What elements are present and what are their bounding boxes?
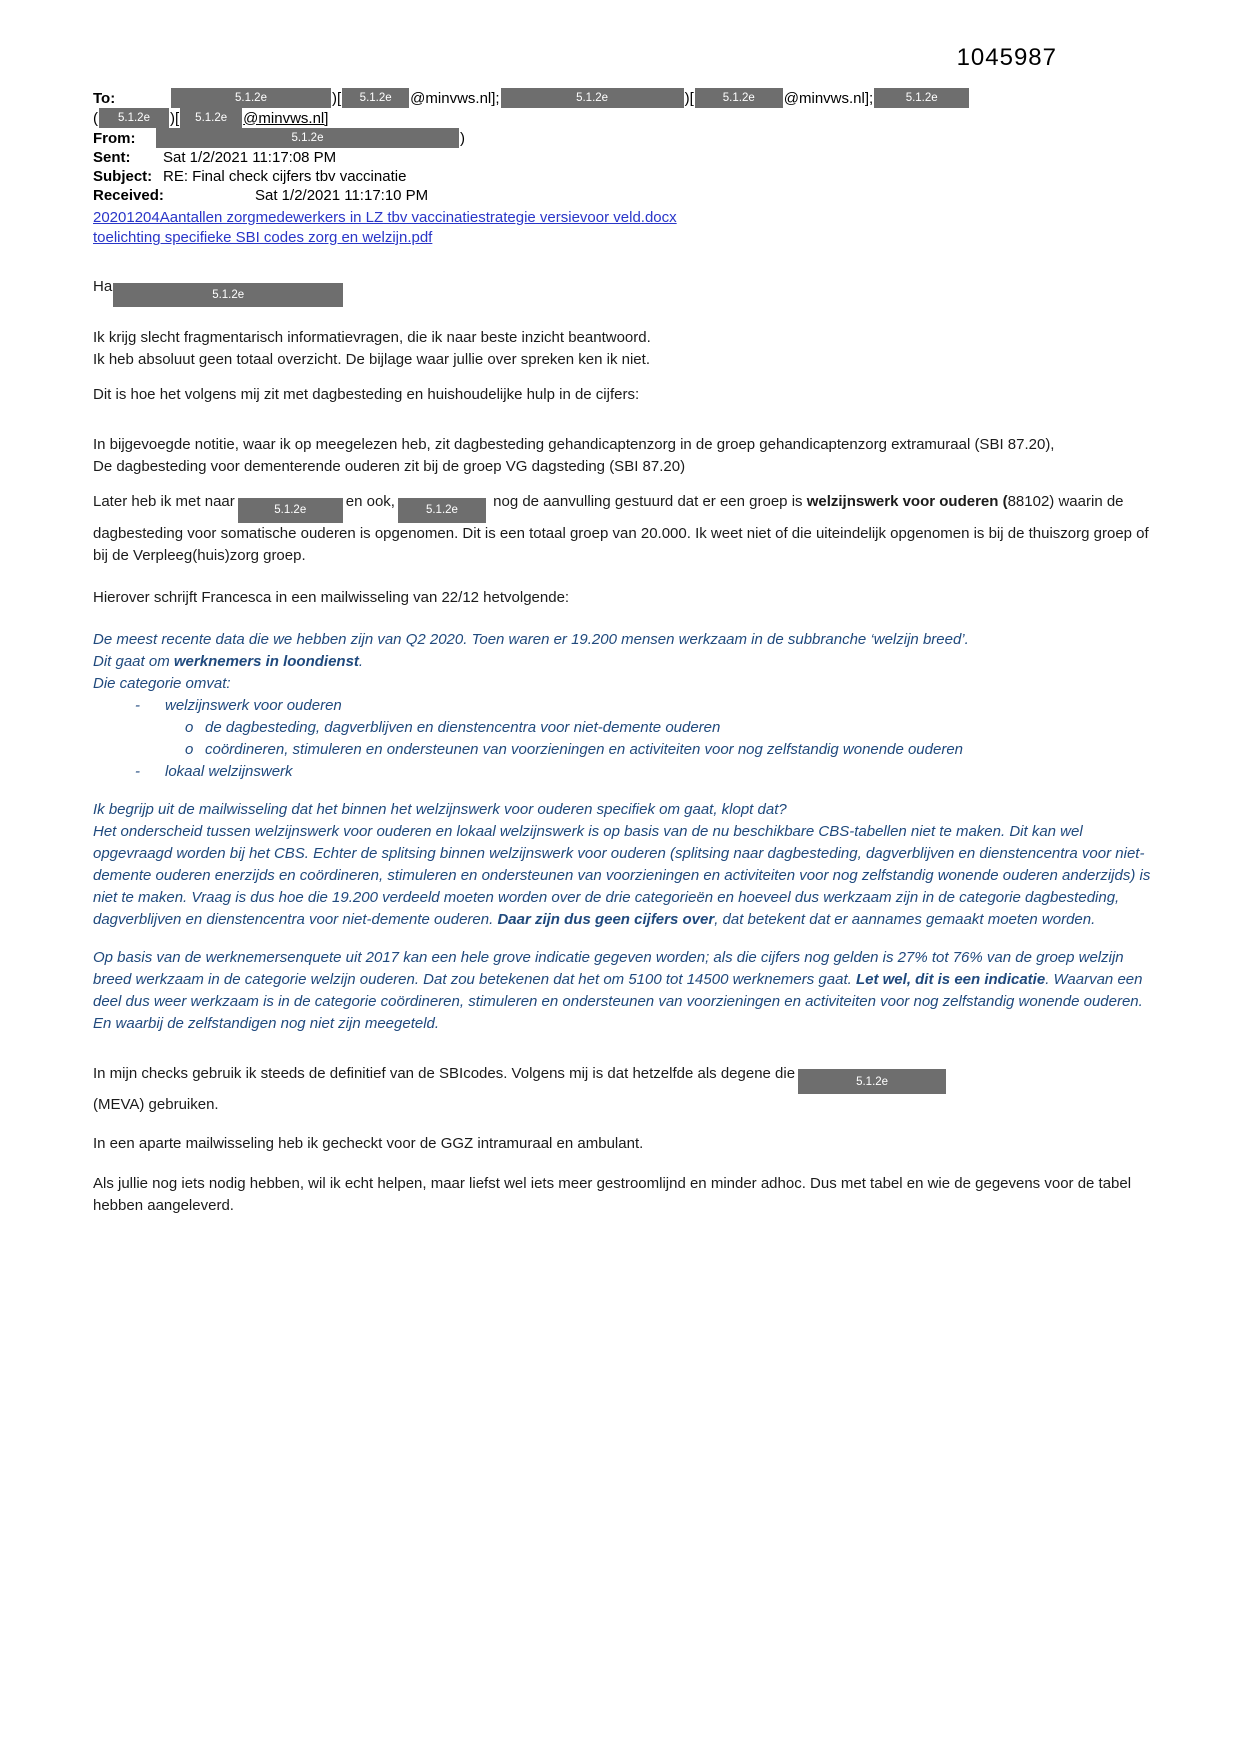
quote-text: welzijnswerk voor ouderen: [165, 696, 342, 714]
body-text: en ook,: [345, 493, 395, 510]
body-line: Ik krijg slecht fragmentarisch informatievragen, die ik naar beste inzicht beantwoord.: [93, 329, 651, 346]
redaction-box: 5.1.2e: [798, 1069, 946, 1094]
subject-label: Subject:: [93, 168, 153, 185]
quote-text-bold: Let wel, dit is een indicatie: [855, 970, 1046, 988]
received-label: Received:: [93, 187, 164, 204]
paragraph-francesca: Hierover schrijft Francesca in een mailwisseling van 22/12 hetvolgende:: [93, 588, 570, 606]
quote-text: Het onderscheid tussen welzijnswerk voor ouderen en lokaal welzijnswerk is op basis van de nu beschikbare CBS-tabellen niet te maken. Dit kan wel opgevraagd worden bij het CBS. Echter de splitsing binnen welzijnswerk voor ouderen (splitsing naar dagbesteding, dagverblijven en dienstencentra voor niet-demente ouderen enerzijds en coördineren, stimuleren en ondersteunen van voorzieningen en activiteiten voor nog zelfstandig wonende ouderen anderzijds) is niet te maken. Vraag is dus hoe die 19.200 verdeeld moeten worden over de drie categorieën en hoeveel dus werkzaam zijn in de categorie dagbesteding, dagverblijven en dienstencentra voor niet-demente ouderen.: [93, 822, 1151, 928]
header-row-to: [93, 88, 1155, 108]
redaction-box: 5.1.2e: [156, 128, 459, 148]
paren-close: ): [460, 129, 465, 147]
redaction-box: 5.1.2e: [171, 88, 331, 108]
paragraph-sbicodes: [93, 1063, 1155, 1117]
header-row-sent: [93, 148, 1155, 167]
quote-text: coördineren, stimuleren en ondersteunen van voorzieningen en activiteiten voor nog zelfstandig wonende ouderen: [205, 740, 964, 758]
attachment-link-pdf[interactable]: toelichting specifieke SBI codes zorg en welzijn.pdf: [93, 229, 433, 246]
redaction-box: 5.1.2e: [398, 498, 486, 523]
body-text: 88102) waarin de dagbesteding voor somatische ouderen is opgenomen. Dit is een totaal groep van 20.000. Ik weet niet of die uiteindelijk opgenomen is bij de thuiszorg groep of bij de Verpleeg(huis)zorg groep.: [93, 493, 1149, 564]
dash-bullet: -: [135, 696, 140, 714]
body-line: Ik heb absoluut geen totaal overzicht. De bijlage waar jullie over spreken ken ik niet.: [93, 351, 650, 368]
body-text: Later heb ik met naar: [93, 493, 235, 510]
circle-bullet: o: [185, 740, 194, 758]
greeting-text: Ha: [93, 278, 113, 295]
quote-text: Op basis van de werknemersenquete uit 2017 kan een hele grove indicatie gegeven worden; als die cijfers nog gelden is 27% tot 76% van de groep welzijn breed werkzaam in de categorie welzijn ouderen. Dat zou betekenen dat het om 5100 tot 14500 werknemers gaat.: [93, 948, 1124, 988]
email-domain: @minvws.nl];: [783, 89, 874, 107]
quote-paragraph: [93, 821, 1155, 931]
body-line: De dagbesteding voor dementerende ouderen zit bij de groep VG dagsteding (SBI 87.20): [93, 458, 686, 475]
email-body: [93, 276, 1155, 1217]
quote-block-2: [93, 799, 1155, 931]
email-header: [93, 88, 1155, 248]
redaction-box: 5.1.2e: [342, 88, 409, 108]
quote-text: de dagbesteding, dagverblijven en dienstencentra voor niet-demente ouderen: [205, 718, 721, 736]
header-separator: )[: [332, 89, 342, 107]
quote-text: , dat betekent dat er aannames gemaakt moeten worden.: [714, 910, 1096, 928]
quote-line: Die categorie omvat:: [93, 674, 231, 692]
email-content: [93, 88, 1155, 1217]
header-separator: )[: [684, 89, 694, 107]
redaction-box: 5.1.2e: [99, 108, 169, 128]
quote-line: [93, 651, 1155, 673]
from-label: From:: [93, 129, 136, 147]
quote-text-bold: werknemers in loondienst: [173, 652, 359, 670]
redaction-box: 5.1.2e: [501, 88, 684, 108]
redaction-box: 5.1.2e: [113, 283, 343, 307]
quote-text: lokaal welzijnswerk: [165, 762, 293, 780]
body-text: (MEVA) gebruiken.: [93, 1096, 219, 1113]
body-text: nog de aanvulling gestuurd dat er een groep is: [488, 493, 807, 510]
attachment-list: [93, 208, 1155, 248]
redaction-box: 5.1.2e: [238, 498, 343, 523]
received-value: Sat 1/2/2021 11:17:10 PM: [255, 187, 429, 204]
subject-value: RE: Final check cijfers tbv vaccinatie: [163, 168, 407, 185]
quote-line: De meest recente data die we hebben zijn van Q2 2020. Toen waren er 19.200 mensen werkzaam in de subbranche ‘welzijn breed’.: [93, 630, 969, 648]
header-row-received: [93, 186, 1155, 205]
redaction-box: 5.1.2e: [180, 108, 242, 128]
paragraph-slot: Als jullie nog iets nodig hebben, wil ik echt helpen, maar liefst wel iets meer gestroomlijnd en minder adhoc. Dus met tabel en wie de gegevens voor de tabel hebben aangeleverd.: [93, 1175, 1132, 1214]
quote-text: . Waarvan een deel dus weer werkzaam is in de categorie coördineren, stimuleren en ondersteunen van voorzieningen en activiteiten voor nog zelfstandig wonende ouderen. En waarbij de zelfstandigen nog niet zijn meegeteld.: [93, 970, 1143, 1032]
header-row-to-continued: [93, 108, 1155, 128]
sent-label: Sent:: [93, 149, 131, 166]
circle-bullet: o: [185, 718, 194, 736]
dash-bullet: -: [135, 762, 140, 780]
greeting-line: [93, 276, 1155, 307]
quote-list-item: [93, 761, 1155, 783]
redaction-box: 5.1.2e: [874, 88, 969, 108]
paragraph-intro: [93, 327, 1155, 371]
paragraph-aanvulling: [93, 491, 1155, 567]
quote-text: Dit gaat om: [93, 652, 174, 670]
to-label: To:: [93, 89, 116, 107]
email-domain: @minvws.nl]: [243, 109, 329, 127]
quote-block-1: [93, 629, 1155, 783]
paren-open: (: [93, 109, 98, 127]
header-row-subject: [93, 167, 1155, 186]
quote-text-bold: Daar zijn dus geen cijfers over: [497, 910, 715, 928]
sent-value: Sat 1/2/2021 11:17:08 PM: [163, 149, 337, 166]
document-number: 1045987: [956, 44, 1057, 71]
redaction-box: 5.1.2e: [695, 88, 783, 108]
quote-sublist-item: [93, 739, 1155, 761]
header-row-from: [93, 128, 1155, 148]
body-text-bold: welzijnswerk voor ouderen (: [806, 493, 1008, 510]
paragraph-notitie: [93, 434, 1155, 478]
body-line: In bijgevoegde notitie, waar ik op meegelezen heb, zit dagbesteding gehandicaptenzorg in de groep gehandicaptenzorg extramuraal (SBI 87.20),: [93, 436, 1055, 453]
quote-block-3: [93, 947, 1155, 1035]
body-text: In mijn checks gebruik ik steeds de definitief van de SBIcodes. Volgens mij is dat hetzelfde als degene die: [93, 1064, 796, 1082]
email-domain: @minvws.nl];: [410, 89, 500, 107]
header-separator: )[: [170, 109, 180, 127]
quote-list-item: [93, 695, 1155, 717]
quote-line: Ik begrijp uit de mailwisseling dat het binnen het welzijnswerk voor ouderen specifiek om gaat, klopt dat?: [93, 800, 787, 818]
quote-text: .: [358, 652, 364, 670]
paragraph-cijfers: Dit is hoe het volgens mij zit met dagbesteding en huishoudelijke hulp in de cijfers:: [93, 386, 640, 403]
paragraph-ggz: In een aparte mailwisseling heb ik gecheckt voor de GGZ intramuraal en ambulant.: [93, 1135, 644, 1152]
quote-sublist-item: [93, 717, 1155, 739]
attachment-link-docx[interactable]: 20201204Aantallen zorgmedewerkers in LZ tbv vaccinatiestrategie versievoor veld.docx: [93, 209, 677, 226]
